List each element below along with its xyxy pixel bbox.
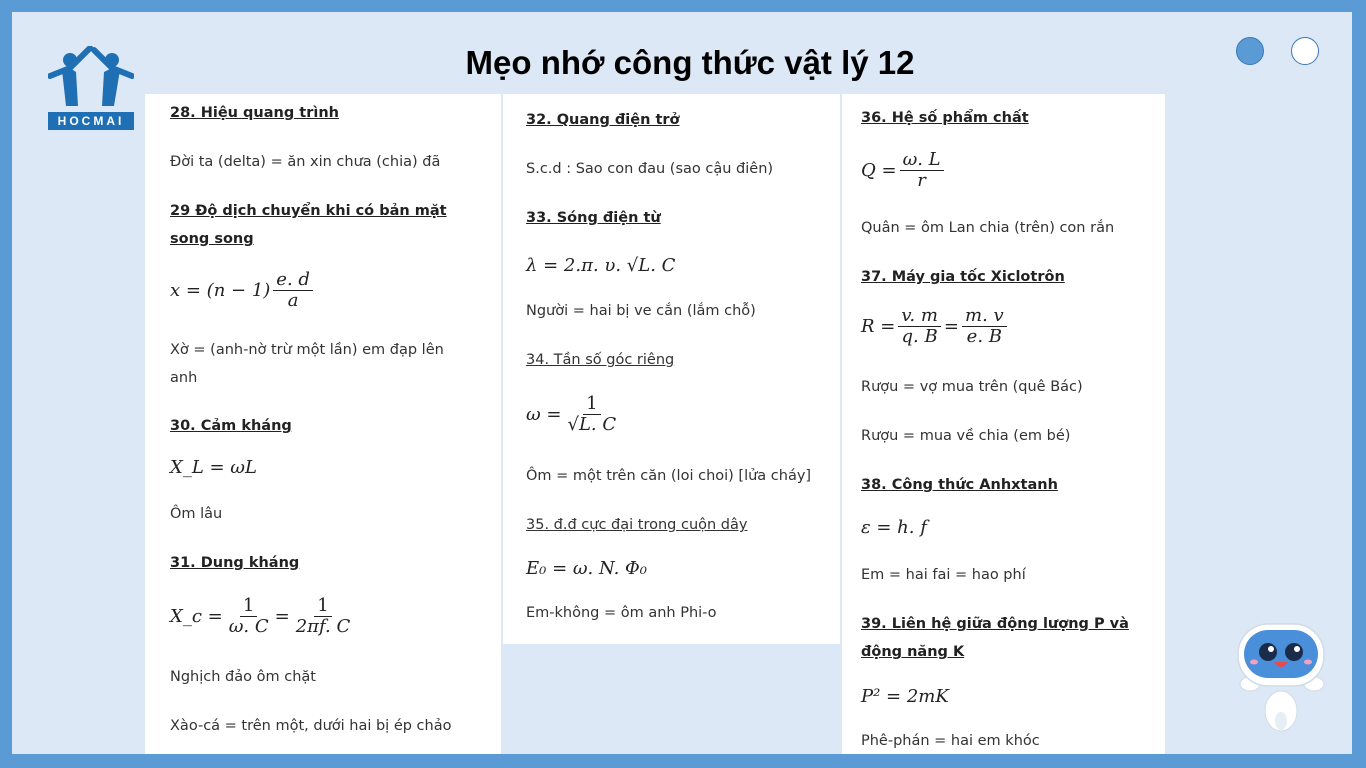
fraction	[898, 306, 941, 347]
column-1	[145, 94, 501, 754]
fraction-numerator: m. v	[962, 306, 1007, 327]
section-title: 30. Cảm kháng	[170, 418, 292, 434]
fraction	[273, 270, 313, 311]
formula: X_c = $\frac{1}{\omega. C}$ = $\frac{1}{2\pi f. C}$	[170, 596, 356, 637]
logo-text: HOCMAI	[48, 112, 134, 130]
section-title: 36. Hệ số phẩm chất	[861, 110, 1029, 126]
section-title: 29 Độ dịch chuyển khi có bản mặt	[170, 203, 447, 219]
formula	[170, 270, 316, 311]
fraction-numerator: ω. L	[900, 150, 944, 171]
section-title: 28. Hiệu quang trình	[170, 105, 339, 121]
fraction-numerator: v. m	[898, 306, 941, 327]
fraction-denominator: a	[287, 290, 299, 311]
section-title: 33. Sóng điện từ	[526, 210, 661, 226]
formula-lhs: x = (n − 1)	[170, 279, 271, 301]
fraction	[226, 596, 272, 637]
fraction-numerator: 1	[240, 596, 257, 617]
column-3	[842, 94, 1165, 754]
fraction	[900, 150, 944, 191]
fraction-denominator: e. B	[966, 326, 1002, 347]
fraction-numerator: 1	[583, 394, 600, 415]
formula: R = $\frac{v. m}{q. B}$ = $\frac{m. v}{e. B}$	[861, 306, 1010, 347]
mnemonic-text: Rượu = vợ mua trên (quê Bác)	[861, 379, 1083, 395]
mnemonic-text: Ôm lâu	[170, 506, 223, 522]
mnemonic-text: Đời ta (delta) = ăn xin chưa (chia) đã	[170, 154, 441, 170]
fraction-denominator: √L. C	[567, 414, 617, 435]
formula	[861, 150, 947, 191]
fraction-denominator: q. B	[901, 326, 938, 347]
formula-lhs: Q =	[861, 159, 897, 181]
mnemonic-text: Xào-cá = trên một, dưới hai bị ép chảo	[170, 718, 452, 734]
formula-lhs: X_c =	[170, 605, 223, 627]
page-title: Mẹo nhớ công thức vật lý 12	[465, 44, 915, 81]
mnemonic-text: anh	[170, 370, 198, 386]
fraction-numerator: 1	[314, 596, 331, 617]
mnemonic-text: Rượu = mua về chia (em bé)	[861, 428, 1071, 444]
section-title: 31. Dung kháng	[170, 555, 300, 571]
mnemonic-text: Quân = ôm Lan chia (trên) con rắn	[861, 220, 1115, 236]
slide-dot-active[interactable]	[1236, 37, 1264, 65]
formula	[526, 394, 622, 435]
mnemonic-text: Nghịch đảo ôm chặt	[170, 669, 316, 685]
fraction-denominator: 2πf. C	[295, 616, 351, 637]
robot-mascot	[1232, 616, 1330, 736]
fraction	[962, 306, 1007, 347]
section-title: động năng K	[861, 644, 965, 660]
section-title: 32. Quang điện trở	[526, 112, 680, 128]
formula: X_L = ωL	[170, 457, 257, 478]
section-title: 34. Tần số góc riêng	[526, 352, 675, 368]
section-title: song song	[170, 231, 254, 247]
fraction-denominator: ω. C	[228, 616, 269, 637]
robot-mascot-icon	[1232, 616, 1330, 736]
mnemonic-text: Xờ = (anh-nờ trừ một lần) em đạp lên	[170, 342, 444, 358]
mnemonic-text: S.c.d : Sao con đau (sao cậu điên)	[526, 161, 774, 177]
section-title: 37. Máy gia tốc Xiclotrôn	[861, 269, 1065, 285]
formula-lhs: ω =	[526, 403, 562, 425]
section-title: 35. đ.đ cực đại trong cuộn dây	[526, 517, 748, 533]
mnemonic-text: Em = hai fai = hao phí	[861, 567, 1026, 583]
section-title: 38. Công thức Anhxtanh	[861, 477, 1058, 493]
formula: ε = h. f	[861, 517, 927, 538]
section-title: 39. Liên hệ giữa động lượng P và	[861, 616, 1129, 632]
fraction-numerator: e. d	[273, 270, 313, 291]
fraction	[293, 596, 354, 637]
formula: λ = 2.π. υ. √L. C	[526, 255, 676, 276]
formula: E₀ = ω. N. Φ₀	[526, 558, 648, 579]
formula-lhs: R =	[861, 315, 896, 337]
fraction	[564, 394, 619, 435]
column-2	[503, 94, 840, 644]
mnemonic-text: Em-không = ôm anh Phi-o	[526, 605, 717, 621]
formula: P² = 2mK	[861, 686, 949, 707]
mnemonic-text: Phê-phán = hai em khóc	[861, 733, 1040, 749]
mnemonic-text: Người = hai bị ve cắn (lắm chỗ)	[526, 303, 756, 319]
fraction-denominator: r	[917, 170, 926, 191]
mnemonic-text: Ôm = một trên căn (loi choi) [lửa cháy]	[526, 468, 812, 484]
slide-dot-inactive[interactable]	[1291, 37, 1319, 65]
